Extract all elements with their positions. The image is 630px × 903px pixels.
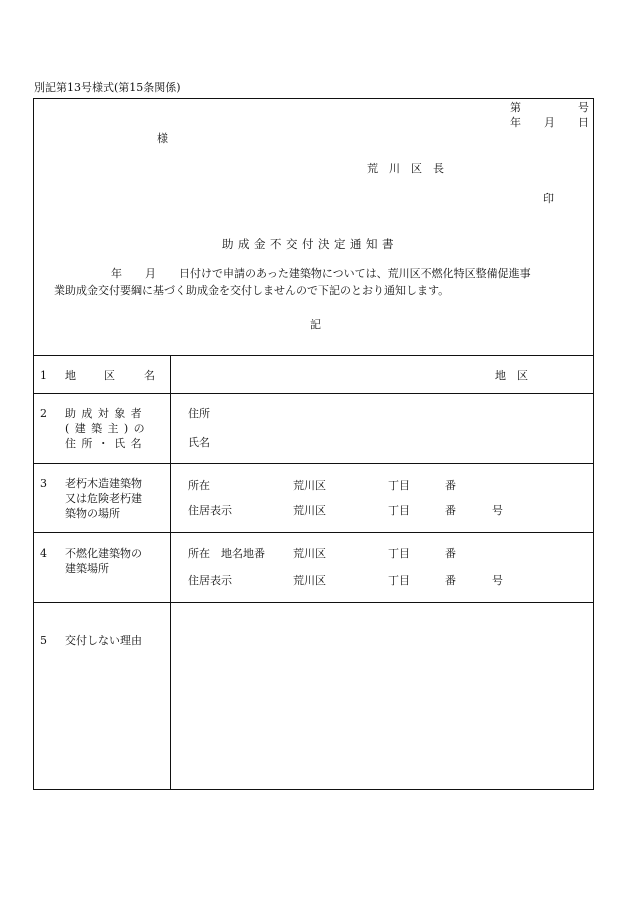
- row3-label-line2: 又は危険老朽建: [65, 492, 142, 505]
- row3-residence-ban: 番: [445, 504, 456, 517]
- row3-label-line3: 築物の場所: [65, 507, 120, 520]
- row-divider-4: [34, 602, 593, 603]
- row2-label-line2: (建築主)の: [65, 422, 150, 435]
- seal-mark: 印: [543, 192, 554, 205]
- date-day: 日: [578, 116, 589, 129]
- row4-residence-chome: 丁目: [388, 574, 410, 587]
- row3-residence-label: 住居表示: [188, 504, 232, 517]
- row1-label-char2: 区: [104, 369, 115, 382]
- row2-number: 2: [40, 407, 47, 420]
- row3-residence-chome: 丁目: [388, 504, 410, 517]
- body-line-1: 日付けで申請のあった建築物については、荒川区不燃化特区整備促進事: [179, 267, 531, 280]
- row5-number: 5: [40, 634, 47, 647]
- row3-location-chome: 丁目: [388, 479, 410, 492]
- issuer: 荒 川 区 長: [367, 162, 444, 175]
- row1-label-char3: 名: [144, 369, 155, 382]
- document-title: 助成金不交付決定通知書: [222, 237, 398, 251]
- row4-location-chome: 丁目: [388, 547, 410, 560]
- row1-label-char1: 地: [65, 369, 76, 382]
- row2-label-line1: 助成対象者: [65, 407, 147, 420]
- row2-address-label: 住所: [188, 407, 210, 420]
- row5-label: 交付しない理由: [65, 634, 142, 647]
- row3-residence-go: 号: [492, 504, 503, 517]
- row3-number: 3: [40, 477, 47, 490]
- addressee-suffix: 様: [157, 132, 168, 145]
- form-id: 別記第13号様式(第15条関係): [34, 81, 181, 94]
- row1-value-suffix: 地 区: [495, 369, 528, 382]
- row4-residence-ward: 荒川区: [293, 574, 326, 587]
- row3-label-line1: 老朽木造建築物: [65, 477, 142, 490]
- body-month: 月: [145, 267, 156, 280]
- row4-location-ward: 荒川区: [293, 547, 326, 560]
- row2-name-label: 氏名: [188, 436, 210, 449]
- row2-label-line3: 住所・氏名: [65, 437, 147, 450]
- number-suffix: 号: [578, 101, 589, 114]
- notice-form: [33, 98, 594, 790]
- row4-residence-go: 号: [492, 574, 503, 587]
- ki-mark: 記: [310, 318, 321, 331]
- date-year: 年: [510, 116, 521, 129]
- row-divider-3: [34, 532, 593, 533]
- column-divider: [170, 355, 171, 789]
- row-divider-2: [34, 463, 593, 464]
- body-year: 年: [111, 267, 122, 280]
- row4-location-ban: 番: [445, 547, 456, 560]
- row4-location-label: 所在 地名地番: [188, 547, 265, 560]
- row3-residence-ward: 荒川区: [293, 504, 326, 517]
- row4-residence-ban: 番: [445, 574, 456, 587]
- body-line-2: 業助成金交付要綱に基づく助成金を交付しませんので下記のとおり通知します。: [54, 284, 450, 297]
- number-prefix: 第: [510, 101, 521, 114]
- date-month: 月: [544, 116, 555, 129]
- row4-label-line1: 不燃化建築物の: [65, 547, 142, 560]
- row3-location-label: 所在: [188, 479, 210, 492]
- row4-number: 4: [40, 547, 47, 560]
- row4-label-line2: 建築場所: [65, 562, 109, 575]
- table-top-line: [34, 355, 593, 356]
- row3-location-ward: 荒川区: [293, 479, 326, 492]
- row-divider-1: [34, 393, 593, 394]
- row4-residence-label: 住居表示: [188, 574, 232, 587]
- row3-location-ban: 番: [445, 479, 456, 492]
- row1-number: 1: [40, 369, 47, 382]
